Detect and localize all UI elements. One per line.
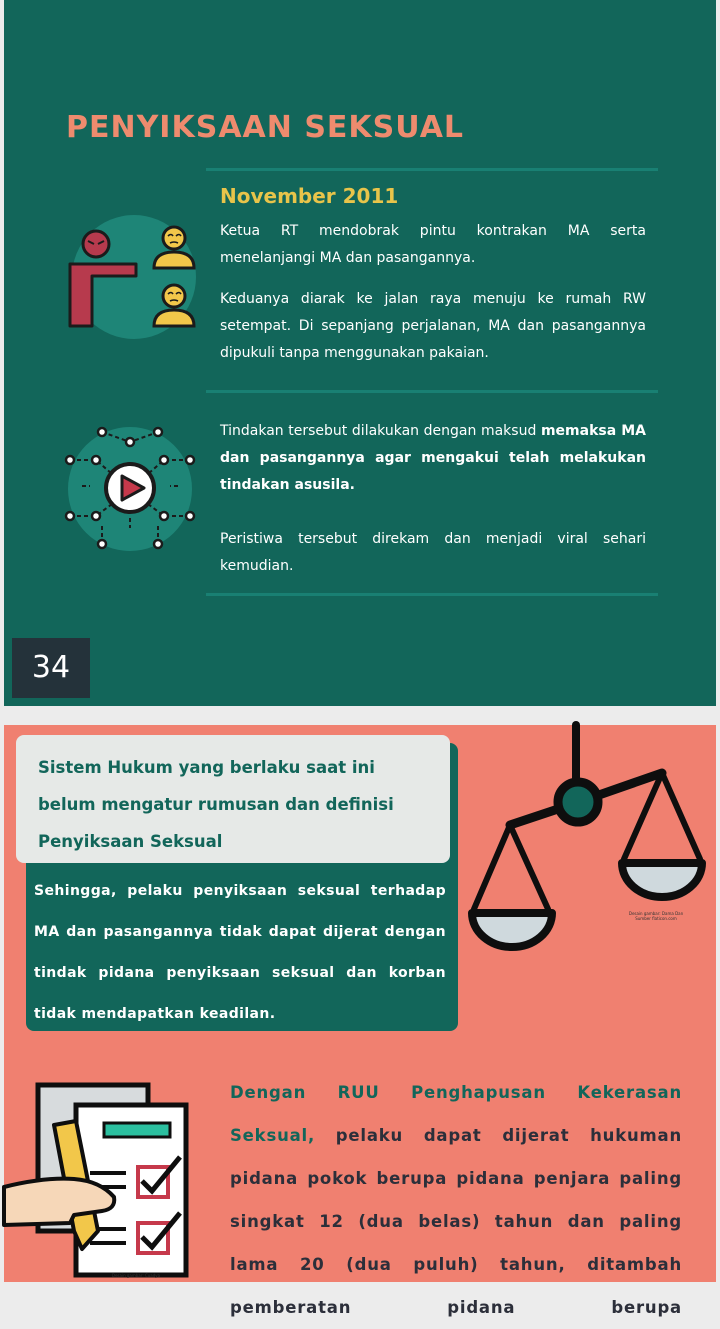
scale-icon bbox=[466, 725, 716, 965]
people-conflict-icon bbox=[64, 212, 204, 342]
paragraph-1: Ketua RT mendobrak pintu kontrakan MA serta menelanjangi MA dan pasangannya. bbox=[220, 223, 646, 266]
paragraph-3-emphasis: memaksa MA dan pasangannya agar mengakui telah melakukan tindakan asusila. bbox=[220, 423, 646, 493]
ruu-body: pelaku dapat dijerat hukuman pidana pokok berupa pidana penjara paling singkat 12 (dua belas) tahun dan paling lama 20 (dua puluh) tahun, ditambah pemberatan pidana berupa bbox=[230, 1126, 682, 1317]
ruu-text bbox=[230, 1071, 682, 1329]
slide-penyiksaan-seksual bbox=[4, 0, 716, 706]
video-network-icon bbox=[62, 424, 198, 554]
highlight-box bbox=[16, 735, 450, 863]
image-credit: Desain gambar: Dama Dan Sumber flaticon.com bbox=[628, 911, 684, 921]
divider bbox=[206, 390, 658, 393]
paragraph-2: Keduanya diarak ke jalan raya menuju ke rumah RW setempat. Di sepanjang perjalanan, MA dan pasangannya dipukuli tanpa menggunakan pakaian. bbox=[220, 291, 646, 361]
paragraph-3-text: Tindakan tersebut dilakukan dengan maksud bbox=[220, 423, 541, 439]
slide-title: PENYIKSAAN SEKSUAL bbox=[66, 110, 465, 145]
slide-sistem-hukum bbox=[4, 725, 716, 1317]
consequence-text: Sehingga, pelaku penyiksaan seksual terhadap MA dan pasangannya tidak dapat dijerat dengan tindak pidana penyiksaan seksual dan korban tidak mendapatkan keadilan. bbox=[34, 883, 446, 1022]
image-credit: Desain gambar: Cuadya bbox=[111, 1273, 161, 1278]
divider bbox=[206, 168, 658, 171]
paragraph-4: Peristiwa tersebut direkam dan menjadi viral sehari kemudian. bbox=[220, 531, 646, 574]
checklist-icon bbox=[4, 1081, 200, 1277]
divider bbox=[206, 593, 658, 596]
paragraph-3 bbox=[220, 418, 646, 499]
ruu-highlight: Dengan RUU Penghapusan Kekerasan Seksual, bbox=[230, 1083, 682, 1145]
event-date: November 2011 bbox=[220, 184, 399, 208]
page-number: 34 bbox=[12, 638, 90, 698]
highlight-text: Sistem Hukum yang berlaku saat ini belum mengatur rumusan dan definisi Penyiksaan Seksual bbox=[38, 758, 394, 851]
